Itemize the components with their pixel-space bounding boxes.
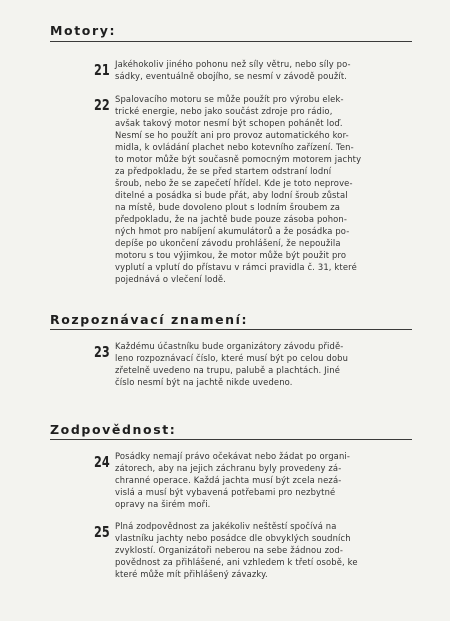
rule-text: Spalovacího motoru se může použít pro výrobu elek- trické energie, nebo jako součást zdroje pro rádio, avšak takový motor nesmí být schopen pohánět loď. Nesmí se ho použít ani pro provoz automatického kor- midla, k ovládání plachet nebo kotevního zařízení. Ten- to motor může být současně pomocným motorem jachty za předpokladu, že se před startem odstraní lodní šroub, nebo že se zapečetí hřídel. Kde je toto neprove- ditelné a posádka si bude přát, aby lodní šroub zůstal na místě, bude dovoleno plout s lodním šroubem za předpokladu, že na jachtě bude pouze zásoba pohon- ných hmot pro nabíjení akumulátorů a že posádka po- depíše po ukončení závodu prohlášení, že nepoužila motoru s tou výjimkou, že motor může být použit pro vyplutí a vplutí do přístavu v rámci pravidla č. 31, které pojednává o vlečení lodě.: [115, 94, 362, 284]
rule-paragraph-22: [94, 93, 411, 285]
section-title-zodpovednost: Zodpovědnost:: [50, 422, 177, 437]
section-title-rozpoznavaci-znameni: Rozpoznávací znamení:: [50, 312, 249, 327]
rule-text: Každému účastníku bude organizátory závodu přidě- leno rozpoznávací číslo, které musí být po celou dobu zřetelně uvedeno na trupu, palubě a plachtách. Jiné číslo nesmí být na jachtě nikde uvedeno.: [115, 341, 349, 387]
rule-number: 21: [94, 61, 110, 79]
rule-text: Plná zodpovědnost za jakékoliv neštěstí spočívá na vlastníku jachty nebo posádce dle obvyklých soudních zvyklostí. Organizátoři neberou na sebe žádnou zod- povědnost za přihlášené, ani vzhledem k třetí osobě, ke které může mít přihlášený závazky.: [115, 521, 358, 579]
rule-number: 23: [94, 343, 110, 361]
section-title-motory: Motory:: [50, 23, 117, 38]
rule-paragraph-23: [94, 340, 411, 388]
rule-paragraph-24: [94, 450, 411, 510]
rule-number: 22: [94, 96, 110, 114]
rule-number: 25: [94, 523, 110, 541]
section-rule: [50, 439, 412, 440]
section-rule: [50, 41, 412, 42]
rule-text: Posádky nemají právo očekávat nebo žádat po organi- zátorech, aby na jejich záchranu byly provedeny zá- chranné operace. Každá jachta musí být zcela nezá- vislá a musí být vybavená potřebami pro nezbytné opravy na širém moři.: [115, 451, 351, 509]
rule-paragraph-21: [94, 58, 411, 82]
rule-paragraph-25: [94, 520, 411, 580]
section-rule: [50, 329, 412, 330]
rule-text: Jakéhokoliv jiného pohonu než síly větru, nebo síly po- sádky, eventuálně obojího, se nesmí v závodě použít.: [115, 59, 351, 81]
rule-number: 24: [94, 453, 110, 471]
